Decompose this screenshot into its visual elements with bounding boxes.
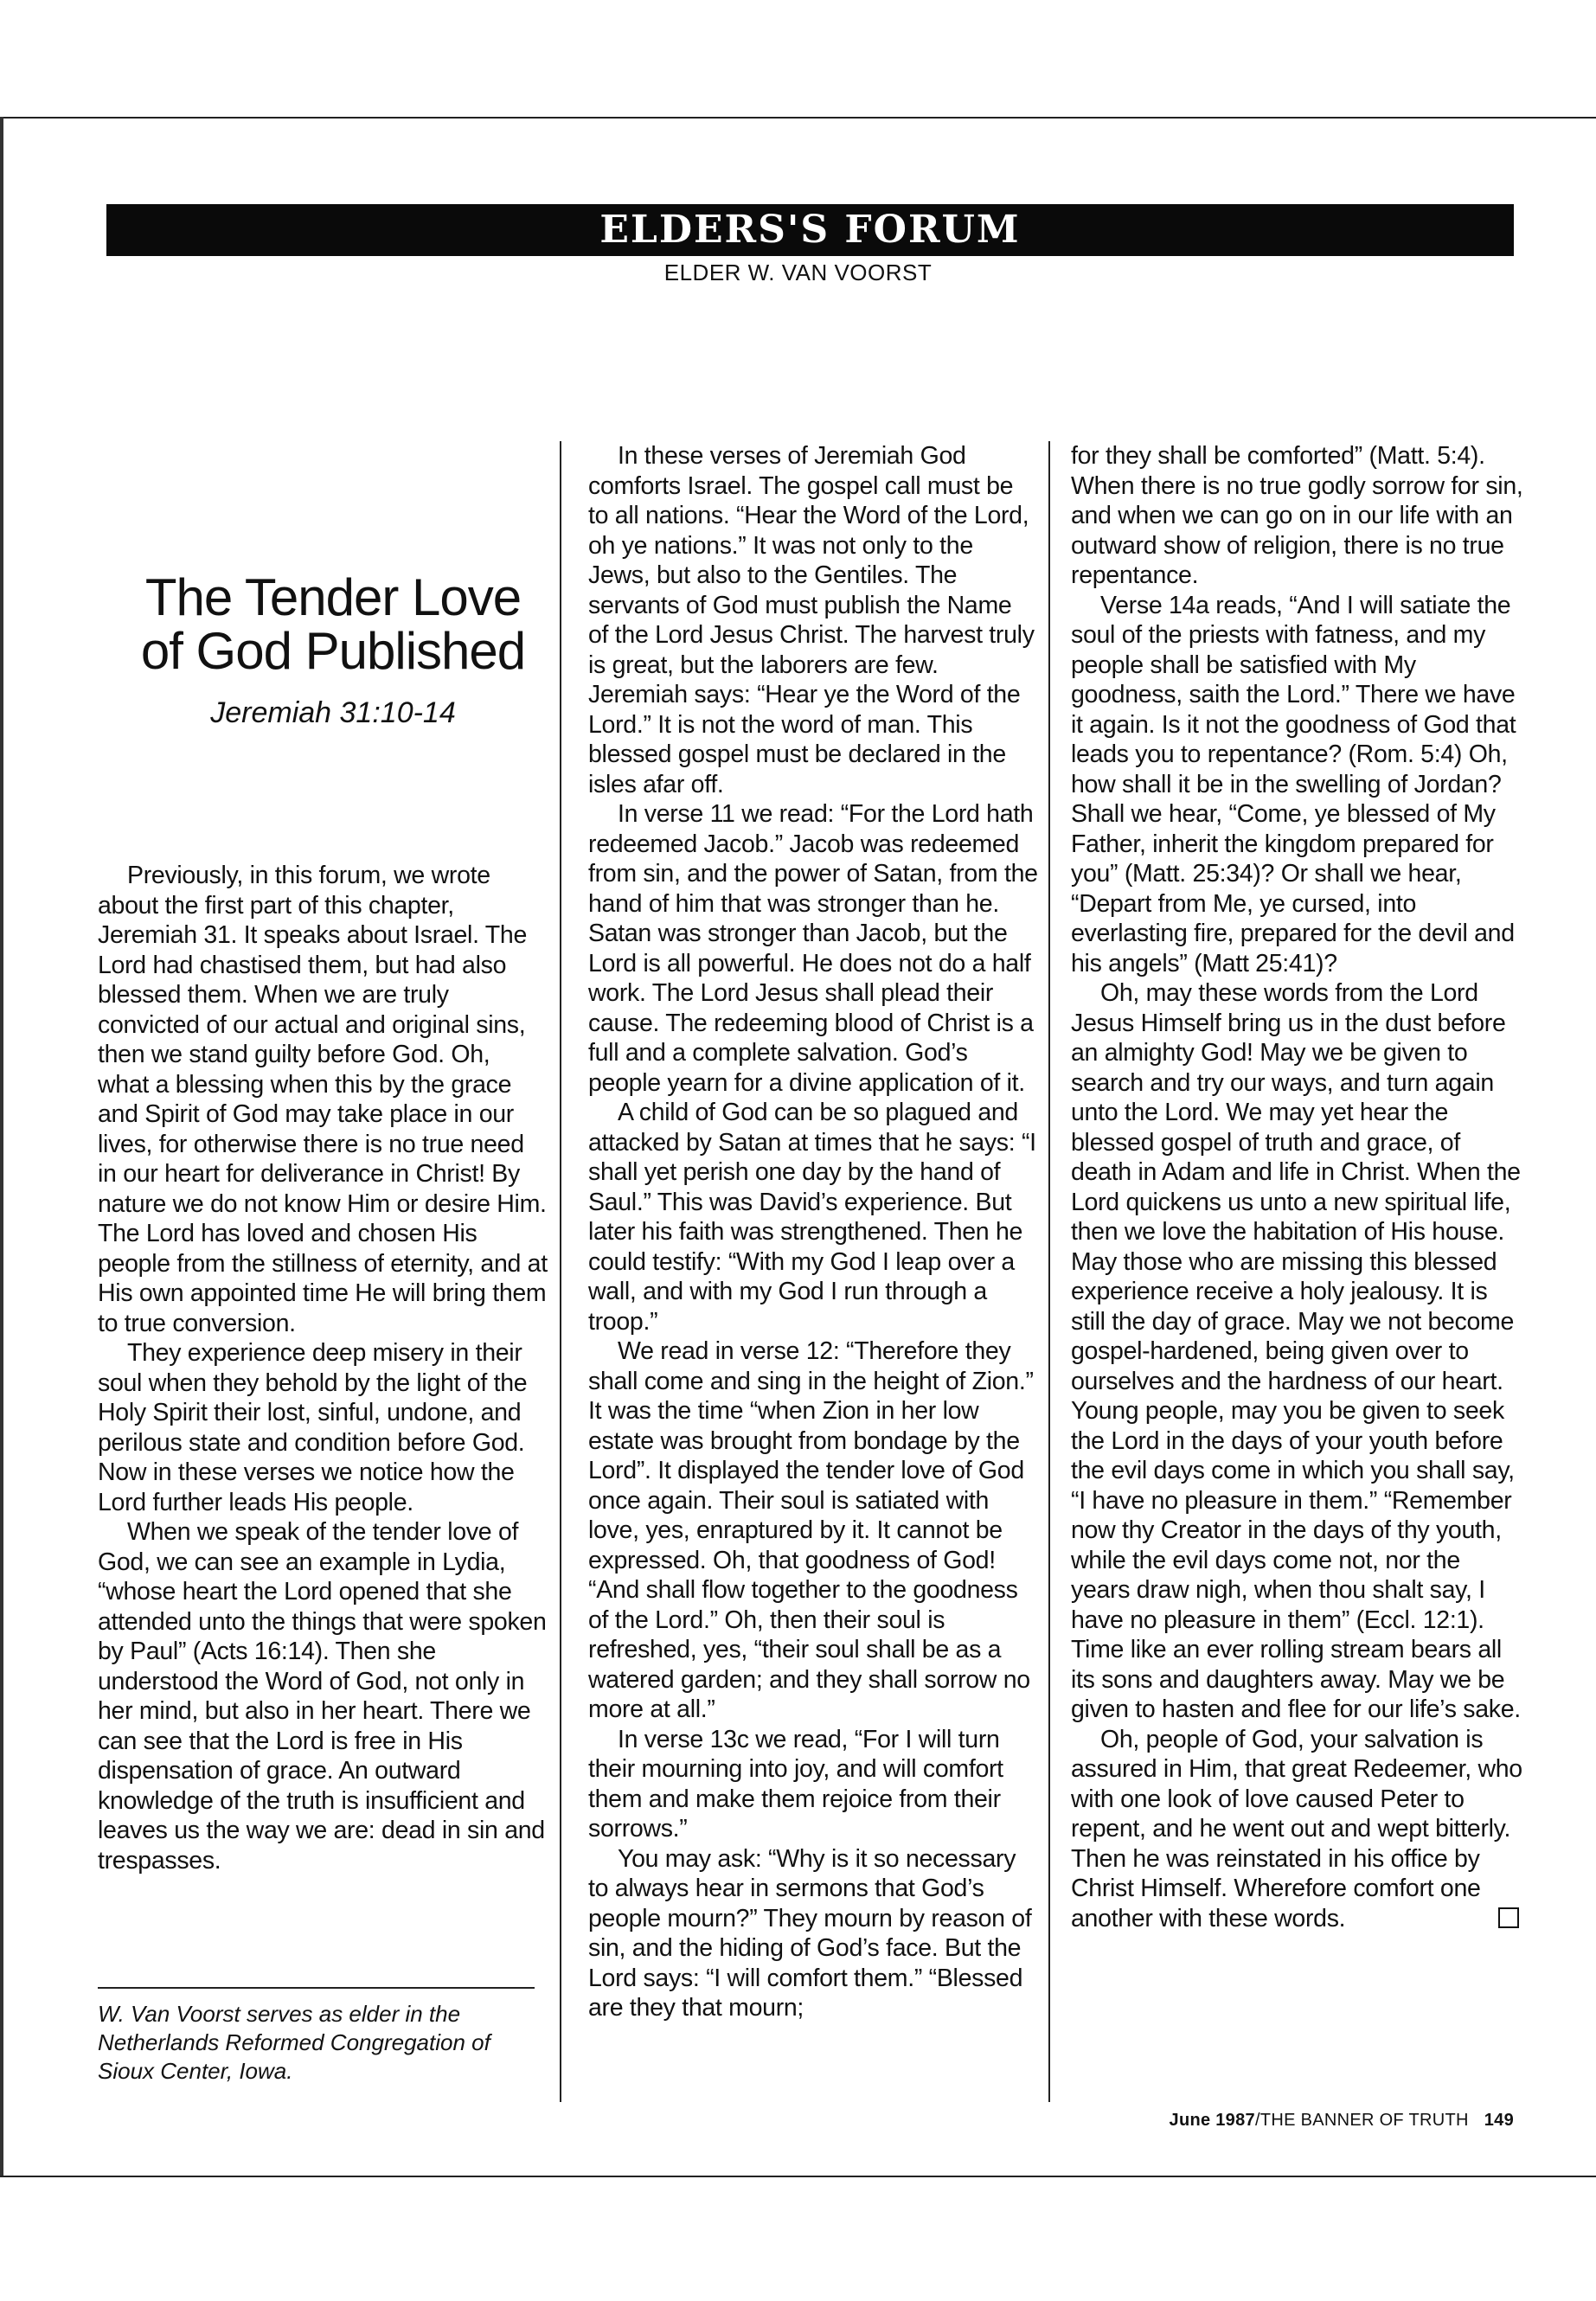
article-title: The Tender Love of God Published	[140, 568, 526, 680]
end-mark-icon	[1498, 1907, 1519, 1928]
paragraph: We read in verse 12: “Therefore they shall come and sing in the height of Zion.” It was the time “when Zion in her low estate was brought from bondage by the Lord”. It displayed the tender love of God once again. Their soul is satiated with love, yes, enraptured by it. It cannot be expressed. Oh, that goodness of God! “And shall flow together to the goodness of the Lord.” Oh, then their soul is refreshed, yes, “their soul shall be as a watered garden; and they shall sorrow no more at all.”	[588, 1337, 1034, 1723]
paragraph: Verse 14a reads, “And I will satiate the soul of the priests with fatness, and my people shall be satisfied with My goodness, saith the Lord.” There we have it again. Is it not the goodness of God that leads you to repentance? (Rom. 5:4) Oh, how shall it be in the swelling of Jordan? Shall we hear, “Come, ye blessed of My Father, inherit the kingdom prepared for you” (Matt. 25:34)? Or shall we hear, “Depart from Me, ye cursed, into everlasting fire, prepared for the devil and his angels” (Matt 25:41)?	[1071, 591, 1516, 977]
note-divider	[98, 1987, 535, 1989]
paragraph: Oh, may these words from the Lord Jesus Himself bring us in the dust before an almighty God! May we be given to search and try our ways, and turn again unto the Lord. We may yet hear the blessed gospel of truth and grace, of death in Adam and life in Christ. When the Lord quickens us unto a new spiritual life, then we love the habitation of His house. May those who are missing this blessed experience receive a holy jealousy. It is still the day of grace. May we not become gospel-hardened, being given over to ourselves and the hardness of our heart. Young people, may you be given to seek the Lord in the days of your youth before the evil days come in which you shall say, “I have no pleasure in them.” “Remember now thy Creator in the days of thy youth, while the evil days come not, nor the years draw nigh, when thou shalt say, I have no pleasure in them” (Eccl. 12:1). Time like an ever rolling stream bears all its sons and daughters away. May we be given to hasten and flee for our life’s sake.	[1071, 979, 1521, 1723]
paragraph: They experience deep misery in their soul when they behold by the light of the Holy Spirit their lost, sinful, undone, and perilous state and condition before God. Now in these verses we notice how the Lord further leads His people.	[98, 1339, 528, 1516]
paragraph: Previously, in this forum, we wrote about the first part of this chapter, Jeremiah 31. It speaks about Israel. The Lord had chastised them, but had also blessed them. When we are truly convicted of our actual and original sins, then we stand guilty before God. Oh, what a blessing when this by the grace and Spirit of God may take place in our lives, for otherwise there is no true need in our heart for deliverance in Christ! By nature we do not know Him or desire Him. The Lord has loved and chosen His people from the stillness of eternity, and at His own appointed time He will bring them to true conversion.	[98, 862, 548, 1337]
paragraph: When we speak of the tender love of God, we can see an example in Lydia, “whose heart the Lord opened that she attended unto the things that were spoken by Paul” (Acts 16:14). Then she understood the Word of God, not only in her mind, but also in her heart. There we can see that the Lord is free in His dispensation of grace. An outward knowledge of the truth is insufficient and leaves us the way we are: dead in sin and trespasses.	[98, 1518, 547, 1875]
issue-date: June 1987	[1169, 2111, 1255, 2130]
paragraph: You may ask: “Why is it so necessary to always hear in sermons that God’s people mourn?” They mourn by reason of sin, and the hiding of God’s face. But the Lord says: “I will comfort them.” “Blessed are they that mourn;	[588, 1844, 1032, 2022]
column-1	[98, 861, 548, 1875]
paragraph: A child of God can be so plagued and attacked by Satan at times that he says: “I shall yet perish one day by the hand of Saul.” This was David’s experience. But later his faith was strengthened. Then he could testify: “With my God I leap over a wall, and with my God I run through a troop.”	[588, 1099, 1036, 1336]
column-divider	[1048, 441, 1050, 2102]
column-2	[588, 441, 1038, 2023]
section-banner: ELDERS'S FORUM	[106, 204, 1514, 256]
author-byline: ELDER W. VAN VOORST	[663, 260, 933, 285]
paragraph: Oh, people of God, your salvation is assured in Him, that great Redeemer, who with one look of love caused Peter to repent, and he went out and wept bitterly. Then he was reinstated in his office by Christ Himself. Wherefore comfort one another with these words.	[1071, 1725, 1522, 1932]
paragraph: In verse 11 we read: “For the Lord hath redeemed Jacob.” Jacob was redeemed from sin, and the power of Satan, from the hand of him that was stronger than he. Satan was stronger than Jacob, but the Lord is all powerful. He does not do a half work. The Lord Jesus shall plead their cause. The redeeming blood of Christ is a full and a complete salvation. God’s people yearn for a divine application of it.	[588, 800, 1038, 1097]
paragraph: for they shall be comforted” (Matt. 5:4). When there is no true godly sorrow for sin, and when we can go on in our life with an outward show of religion, there is no true repentance.	[1071, 442, 1523, 589]
column-3	[1071, 441, 1524, 1933]
page-top-edge	[0, 117, 1596, 119]
author-note: W. Van Voorst serves as elder in the Netherlands Reformed Congregation of Sioux Center, Iowa.	[98, 2001, 490, 2084]
scripture-reference: Jeremiah 31:10-14	[210, 696, 456, 729]
paragraph: In verse 13c we read, “For I will turn their mourning into joy, and will comfort them and make them rejoice from their sorrows.”	[588, 1725, 1003, 1843]
page-footer	[1125, 2111, 1514, 2131]
page-left-edge	[0, 117, 3, 2176]
publication-name: /THE BANNER OF TRUTH	[1254, 2111, 1469, 2130]
column-divider	[560, 441, 561, 2102]
paragraph: In these verses of Jeremiah God comforts Israel. The gospel call must be to all nations. “Hear the Word of the Lord, oh ye nations.” It was not only to the Jews, but also to the Gentiles. The servants of God must publish the Name of the Lord Jesus Christ. The harvest truly is great, but the laborers are few. Jeremiah says: “Hear ye the Word of the Lord.” It is not the word of man. This blessed gospel must be declared in the isles afar off.	[588, 442, 1035, 798]
page-number: 149	[1484, 2111, 1514, 2130]
page-bottom-edge	[0, 2176, 1596, 2177]
final-paragraph	[1071, 1725, 1524, 1934]
